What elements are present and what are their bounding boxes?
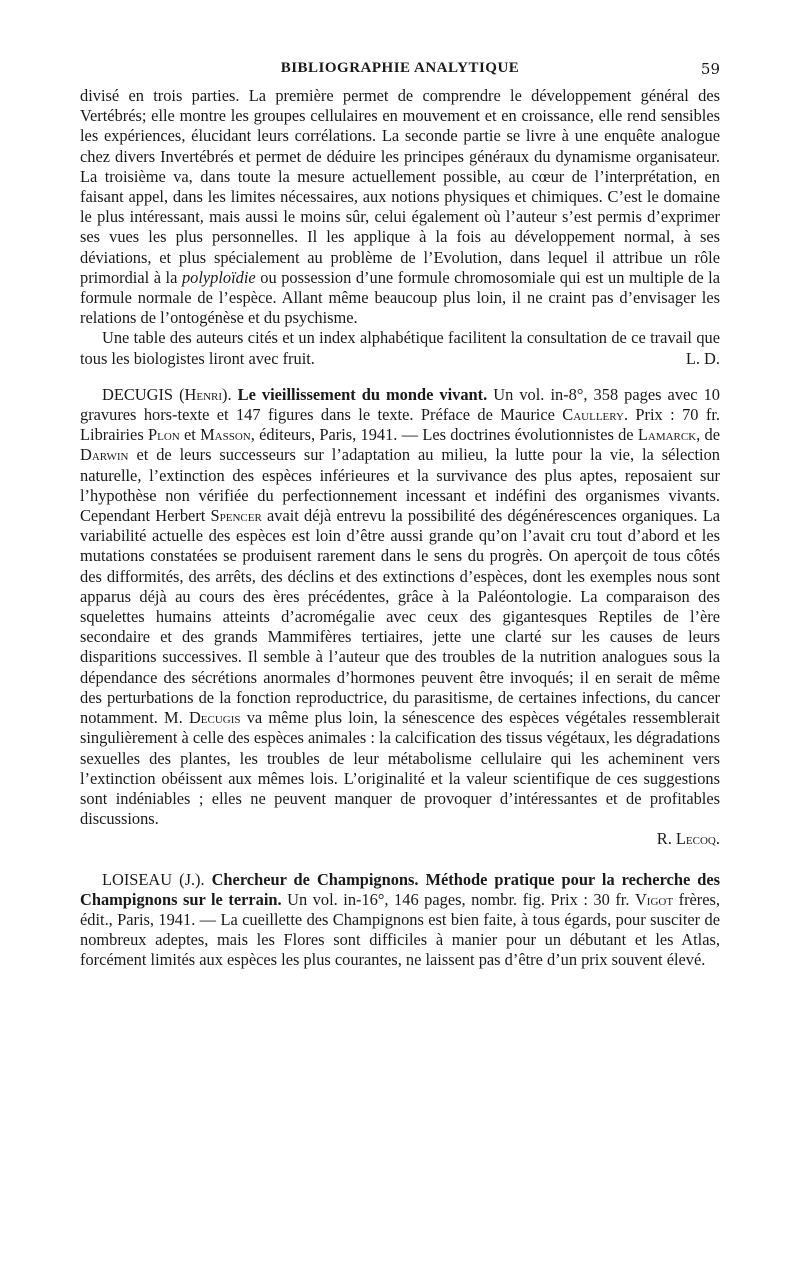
decugis-firstname: Henri [184, 384, 223, 404]
name-decugis: Decugis [188, 708, 241, 728]
signature-end: . [715, 829, 720, 849]
loiseau-entry [80, 870, 720, 971]
page-number: 59 [700, 60, 720, 78]
decugis-text-2: . Prix : 70 fr. Librairies [80, 405, 720, 445]
name-vigot: Vigot [634, 889, 674, 909]
decugis-text-6: et de leurs successeurs sur l’adaptation au milieu, la lutte pour la vie, la sélection naturelle, l’extinction des espèces inférieures et la survivance des plus aptes, reposaient sur l’hypothèse non vérifiée du perfectionnement incessant et indéfini des organismes vivants. Cependant Herbert [80, 445, 720, 526]
intro-text-end: ou possession d’une formule chromosomiale qui est un multiple de la formule normale de l’espèce. Allant même beaucoup plus loin, il ne craint pas d’envisager les relations de l’ontogénèse et du psychisme. [80, 267, 720, 328]
running-title: BIBLIOGRAPHIE ANALYTIQUE [280, 60, 520, 76]
loiseau-book-title: Chercheur de Champignons. Méthode pratique pour la recherche des Champignons sur le terrain. [80, 869, 720, 909]
name-caullery: Caullery [562, 405, 624, 425]
loiseau-text-1: Un vol. in-16°, 146 pages, nombr. fig. Prix : 30 fr. [281, 889, 635, 909]
signature-name: Lecoq [675, 829, 716, 849]
decugis-text-7: avait déjà entrevu la possibilité des dégénérescences organiques. La variabilité actuelle des espèces est loin d’être aussi grande qu’on l’avait cru tout d’abord et les mutations constatées se produisent rarement dans le sens du progrès. On aperçoit de tous côtés des difformités, des arrêts, des déclins et des extinctions d’espèces, dont les exemples nous sont apparus déjà au cours des ères précédentes, grâce à la Paléontologie. La comparaison des squelettes humains atteints d’acromégalie avec ceux des gigantesques Reptiles de l’ère secondaire et des grands Mammifères tertiaires, jette une clarté sur les causes de leurs disparitions successives. Il semble à l’auteur que des troubles de la nutrition analogues sous la dépendance des sécrétions anormales d’hormones peuvent être invoqués; il en serait de même des perturbations de la fonction reproductrice, du parasitisme, de certaines infections, du cancer notamment. M. [80, 506, 720, 728]
polyploidie-term: polyploïdie [181, 267, 256, 287]
decugis-book-title: Le vieillissement du monde vivant. [237, 384, 488, 404]
decugis-text-8: va même plus loin, la sénescence des espèces végétales ressemblerait singulièrement à celle des espèces animales : la calcification des tissus végétaux, les dégradations sexuelles des plantes, les troubles de leur métabolisme cellulaire qui les acheminent vers l’extinction obéissent aux mêmes lois. L’originalité et la valeur scientifique de ces suggestions sont indéniables ; elles ne peuvent manquer de provoquer d’intéressantes et de profitables discussions. [80, 708, 720, 829]
name-plon: Plon [147, 425, 180, 445]
intro-closing-paragraph [80, 328, 720, 368]
decugis-author: DECUGIS ( [102, 384, 185, 404]
name-masson: Masson [200, 425, 251, 445]
intro-signature: L. D. [685, 348, 720, 368]
decugis-signature [80, 829, 720, 849]
decugis-entry [80, 385, 720, 829]
decugis-text-3: et [179, 425, 201, 445]
decugis-author-close: ). [222, 384, 238, 404]
running-header [80, 60, 720, 86]
page [80, 60, 720, 971]
decugis-text-5: , de [696, 425, 721, 445]
name-spencer: Spencer [210, 506, 262, 526]
name-darwin: Darwin [80, 445, 129, 465]
name-lamarck: Lamarck [637, 425, 697, 445]
intro-closing-text: Une table des auteurs cités et un index alphabétique facilitent la consultation de ce travail que tous les biologistes liront avec fruit. [80, 328, 720, 368]
loiseau-text-2: frères, édit., Paris, 1941. — La cueillette des Champignons est bien faite, à tous égards, pour susciter de nombreux adeptes, mais les Flores sont difficiles à manier pour un débutant et les Atlas, forcément limités aux espèces les plus courantes, ne laissent pas d’être d’un prix souvent élevé. [80, 889, 721, 970]
intro-paragraph [80, 86, 720, 328]
intro-text: divisé en trois parties. La première permet de comprendre le développement général des Vertébrés; elle montre les groupes cellulaires en mouvement et en croissance, elle rend sensibles les expériences, élucidant leurs corrélations. La seconde partie se livre à une enquête analogue chez divers Invertébrés et permet de déduire les principes généraux du dynamisme organisateur. La troisième va, dans toute la mesure actuellement possible, au cœur de l’interprétation, en faisant appel, dans les limites nécessaires, aux notions physiques et chimiques. C’est le domaine le plus intéressant, mais aussi le moins sûr, celui également où l’auteur s’est permis d’exprimer ses vues les plus personnelles. Il les applique à la fois au développement normal, à ses déviations, et plus spécialement au problème de l’Evolution, dans lequel il attribue un rôle primordial à la [80, 86, 720, 287]
loiseau-author: LOISEAU (J.). [102, 869, 212, 889]
signature-initial: R. [656, 829, 676, 849]
decugis-text-1: Un vol. in-8°, 358 pages avec 10 gravures hors-texte et 147 figures dans le texte. Préface de Maurice [80, 384, 721, 425]
decugis-text-4: , éditeurs, Paris, 1941. — Les doctrines évolutionnistes de [250, 425, 638, 445]
